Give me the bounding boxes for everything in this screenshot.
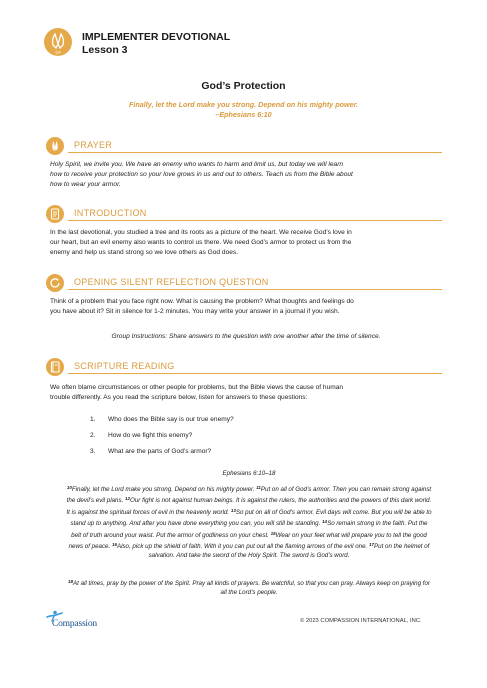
section-divider [68,289,442,290]
verse-text: So remain strong in the faith. Put the belt of truth around your waist. Put the armor of godliness on your chest. [71,520,428,539]
book-icon [46,358,64,376]
section-divider [68,152,442,153]
reflection-line: Think of a problem that you face right now. What is causing the problem? What thoughts and feelings do [50,298,354,305]
scripture-intro-line: trouble differently. As you read the scripture below, listen for answers to these questions: [50,394,308,401]
verse-number: 13 [230,507,236,513]
group-instructions: Group Instructions: Share answers to the question with one another after the time of silence. [111,333,381,340]
praying-hands-icon [46,137,64,155]
verse-text: At all times, pray by the power of the Spirit. Pray all kinds of prayers. Be watchful, so that you can pray. Always keep on praying for all the Lord’s people. [73,580,430,597]
brand-wordmark: Compassion [52,619,97,629]
verse-number: 18 [68,579,74,584]
epigraph-quote: Finally, let the Lord make you strong. Depend on his mighty power. [129,100,358,109]
verse-text: Also, pick up the shield of faith. With it you can put out all the flaming arrows of the evil one. [116,543,369,551]
introduction-text [50,228,442,258]
prayer-line: how to wear your armor. [50,181,121,188]
question-list [90,415,430,463]
verse-text: So put on all of God’s armor. Evil days will come. But you will be able to stand up to anything. And after you have done everything you can, you will still be standing. [70,508,432,528]
prayer-line: Holy Spirit, we invite you. We have an enemy who wants to harm and limit us, but today we will learn [50,161,344,168]
document-icon [46,205,64,223]
verse-number: 17 [369,542,375,548]
section-divider [68,373,442,374]
introduction-line: enemy and help us stand strong so we love others as God does. [50,249,239,256]
header-title-line2: Lesson 3 [82,44,128,56]
verse-text: Wear on your feet what will prepare you to tell the good news of peace. [68,531,427,551]
verse-number: 11 [256,485,261,490]
reflection-text [50,297,442,317]
section-heading-scripture: SCRIPTURE READING [74,361,175,371]
verse-number: 10 [66,485,72,490]
section-heading-reflection: OPENING SILENT REFLECTION QUESTION [74,277,269,287]
verse-text: Put on all of God’s armor. Then you can remain strong against the devil’s evil plans. [66,486,432,505]
section-header-scripture [44,358,442,376]
section-heading-prayer: PRAYER [74,140,113,150]
verse-text: Our fight is not against human beings. It is against the rulers, the authorities and the powers of this dark world. It is against the spiritual forces of evil in the heavenly world. [66,497,432,516]
verse-text: Put on the helmet of salvation. And take the sword of the Holy Spirit. The sword is God’s word. [148,543,430,560]
prayer-line: how to receive your protection so your love grows in us and out to others. Teach us from the Bible about [50,171,353,178]
list-item [90,415,430,431]
epigraph-reference: –Ephesians 6:10 [215,110,272,119]
introduction-line: our heart, but an evil enemy also wants to control us there. We need God’s armor to protect us from the [50,239,352,246]
list-item-number: 3. [90,448,96,455]
section-header-introduction [44,205,442,223]
copyright-text: © 2023 COMPASSION INTERNATIONAL, INC. [300,618,422,624]
scripture-passage-verse-18 [66,577,432,598]
section-divider [68,220,442,221]
list-item [90,447,430,463]
section-header-prayer [44,137,442,155]
reflection-line: you have about it? Sit in silence for 1-2 minutes. You may write your answer in a journal if you wish. [50,308,340,315]
scripture-intro-text [50,383,442,403]
header-title-line1: IMPLEMENTER DEVOTIONAL [82,31,231,43]
list-item [90,431,430,447]
verse-number: 16 [111,542,117,548]
section-header-reflection [44,274,442,292]
list-item-number: 2. [90,432,96,439]
scripture-reference: Ephesians 6:10–18 [222,470,276,477]
praying-hands-logo-icon [44,28,72,56]
list-item-text: Who does the Bible say is our true enemy? [108,416,234,423]
scripture-passage [66,483,432,561]
list-item-text: How do we fight this enemy? [108,432,193,439]
list-item-number: 1. [90,416,96,423]
refresh-icon [46,274,64,292]
page-title: God’s Protection [201,80,286,92]
logo-label: Q4 [55,49,61,55]
verse-text: Finally, let the Lord make you strong. Depend on his mighty power. [71,486,257,493]
prayer-text [50,160,442,190]
scripture-intro-line: We often blame circumstances or other people for problems, but the Bible views the cause of human [50,384,344,391]
verse-number: 14 [322,519,328,525]
section-heading-introduction: INTRODUCTION [74,208,147,218]
epigraph [0,100,487,120]
verse-number: 15 [270,530,276,536]
verse-number: 12 [125,496,131,502]
compassion-logo [44,610,134,634]
list-item-text: What are the parts of God’s armor? [108,448,212,455]
header-title [82,31,230,57]
introduction-line: In the last devotional, you studied a tree and its roots as a picture of the heart. We receive God’s love in [50,229,352,236]
